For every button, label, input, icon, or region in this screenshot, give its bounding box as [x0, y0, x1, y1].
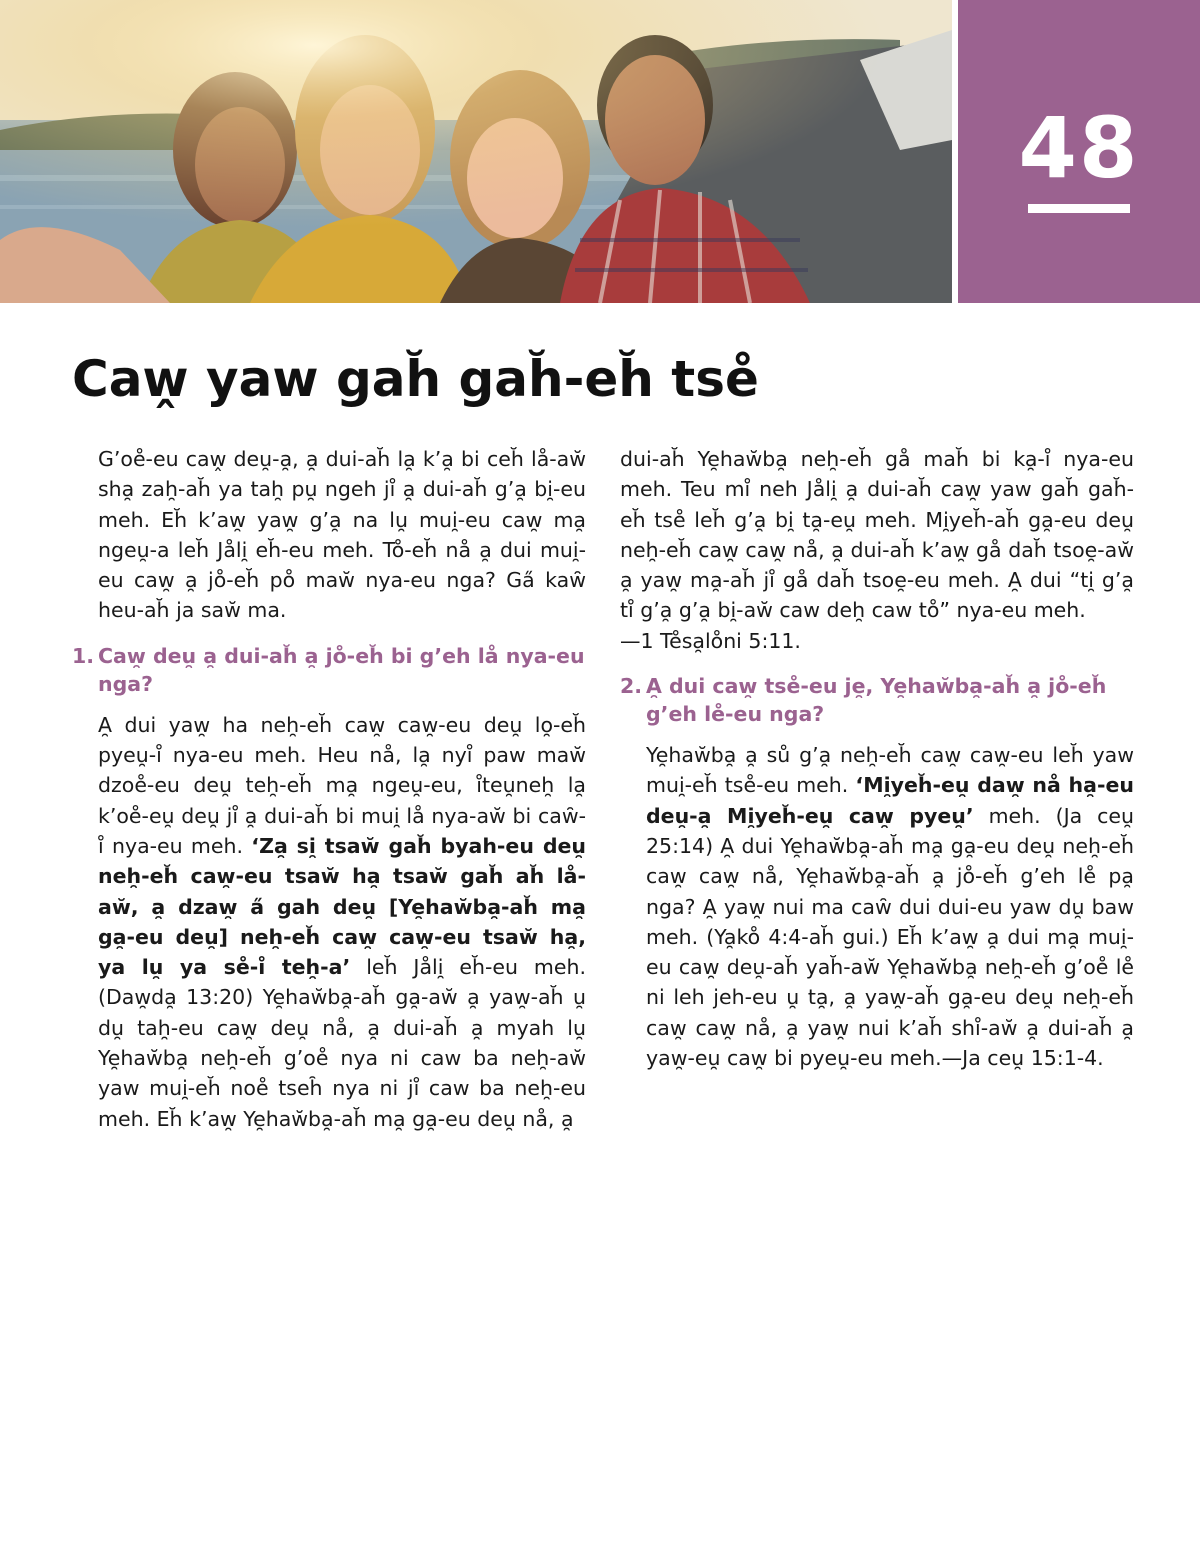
answer-1-quote: ‘Za̯ si̯ tsaw̆ gah̆ byah-eu deu̯ neh̯-eh̆ caw̯-eu tsaw̆ ha̯ tsaw̆ gah̆ ah̆ lå-aw̆, a̯ dzaw̯ a̋ gah deu̯ [Ye̯haw̆ba̯-ah̆ ma̯ ga̯-eu deu̯] neh̯-eh̆ caw̯ caw̯-eu tsaw̆ ha̯, ya lu̯ ya se̊-i̊ teh̯-a’ [98, 833, 586, 980]
hero-photo [0, 0, 952, 303]
question-1-text: Caw̯ deu̯ a̯ dui-ah̆ a̯ jo̊-eh̆ bi g’eh lå nya-eu nga? [98, 643, 585, 696]
intro-paragraph: G’oe̊-eu caw̭ deu̯-a̯, a̯ dui-ah̆ la̯ k’a̯ bi ceh̆ lå-aw̆ sha̯ zah̯-ah̆ ya tah̯ pu̯ ngeh ji̊ a̯ dui-ah̆ g’a̯ bi̯-eu meh. Eh̆ k’aw̯ yaw̯ g’a̯ na lu̯ mui̯-eu caw̯ ma̯ ngeu̯-a leh̆ Jåli̯ eh̆-eu meh. To̊-eh̆ nå a̯ dui mui̯-eu caw̯ a̯ jo̊-eh̆ po̊ maw̆ nya-eu nga? Ga̋ kaw̑ heu-ah̆ ja saw̆ ma. [98, 447, 586, 623]
question-2-text: A̯ dui caw̯ tse̊-eu je̯, Ye̯haw̆ba̯-ah̆ a̯ jo̊-eh̆ g’eh le̊-eu nga? [646, 674, 1107, 727]
lesson-badge [958, 0, 1200, 303]
answer-2-paragraph [620, 740, 1134, 1073]
question-2 [620, 672, 1134, 728]
lesson-number-underline [1028, 204, 1130, 213]
answer-1-part-1: A̯ dui yaw̯ ha neh̯-eh̆ caw̯ caw̯-eu deu̯ lo̯-eh̆ pyeu̯-i̊ nya-eu meh. Heu nå, la̯ nyi̊ paw maw̆ dzoe̊-eu deu̯ teh̯-eh̆ ma̯ ngeu̯-eu, i̊teu̯neh̯ la̯ k’oe̊-eu̯ deu̯ ji̊ a̯ dui-ah̆ bi mui̯ lå nya-aw̆ bi caw̑-i̊ nya-eu meh. [98, 712, 586, 858]
right-column [620, 444, 1134, 1073]
answer-1-part-2: leh̆ Jåli̯ eh̆-eu meh. (Daw̯da̯ 13:20) Ye̯haw̆ba̯-ah̆ ga̯-aw̆ a̯ yaw̯-ah̆ u̯ du̯ tah̯-eu caw̯ deu̯ nå, a̯ dui-ah̆ a̯ myah lu̯ Ye̯haw̆ba̯ neh̯-eh̆ g’oe̊ nya ni caw ba neh̯-aw̆ yaw mui̯-eh̆ noe̊ tseh̑ nya ni ji̊ caw ba neh̯-eu meh. Eh̆ k’aw̯ Ye̯haw̆ba̯-ah̆ ma̯ ga̯-eu deu̯ nå, a̯ [98, 955, 586, 1131]
left-column [72, 444, 586, 1134]
answer-1-paragraph [72, 710, 586, 1134]
answer-2-quote: ‘Mi̯yeh̆-eu̯ daw̯ nå ha̯-eu deu̯-a̯ Mi̯yeh̆-eu̯ caw̯ pyeu̯’ [646, 773, 1134, 828]
question-1-number: 1. [72, 643, 95, 668]
answer-1-continuation: dui-ah̆ Ye̯haw̆ba̯ neh̯-eh̆ gå mah̆ bi ka̯-i̊ nya-eu meh. Teu mi̊ neh Jåli̯ a̯ dui-ah̆ caw̯ yaw gah̆ gah̆-eh̆ tse̊ leh̆ g’a̯ bi̯ ta̯-eu̯ meh. Mi̯yeh̆-ah̆ ga̯-eu deu̯ neh̯-eh̆ caw̯ caw̯ nå, a̯ dui-ah̆ k’aw̯ gå dah̆ tsoe̯-aw̆ a̯ yaw̯ ma̯-ah̆ ji̊ gå dah̆ tsoe̯-eu meh. A̯ dui “ti̯ g’a̯ ti̊ g’a̯ g’a̯ bi̯-aw̆ caw deh̯ caw to̊” nya-eu meh. [620, 447, 1134, 623]
question-2-number: 2. [620, 674, 643, 699]
question-1 [72, 642, 586, 698]
lesson-number: 48 [1018, 99, 1140, 197]
answer-2-part-3: meh. (Ja ceu̯ 25:14) A̯ dui Ye̯haw̆ba̯-ah̆ ma̯ ga̯-eu deu̯ neh̯-eh̆ caw̯ caw̯ nå, Ye̯haw̆ba̯-ah̆ a̯ jo̊-eh̆ g’eh le̊ pa̯ nga? A̯ yaw̯ nui ma caw̑ dui dui-eu yaw du̯ baw meh. (Ya̯ko̊ 4:4-ah̆ gui.) Eh̆ k’aw̯ a̯ dui ma̯ mui̯-eu caw̯ deu̯-ah̆ yah̆-aw̆ Ye̯haw̆ba̯ neh̯-eh̆ g’oe̊ le̊ ni leh jeh-eu u̯ ta̯, a̯ yaw̯-ah̆ ga̯-eu deu̯ neh̯-eh̆ caw̯ caw̯ nå, a̯ yaw̯ nui k’ah̆ shi̊-aw̆ a̯ dui-ah̆ a̯ yaw̯-eu̯ caw̯ bi pyeu̯-eu meh.—Ja ceu̯ 15:1-4. [646, 803, 1134, 1071]
answer-2-part-1: Ye̯haw̆ba̯ a̯ sů g’a̯ neh̯-eh̆ caw̯ caw̯-eu leh̆ yaw mui̯-eh̆ tse̊-eu meh. [646, 743, 1134, 798]
hero-illustration [0, 0, 952, 303]
page-title: Caw̭ yaw gah̆ gah̆-eh̆ tse̊ [72, 350, 759, 408]
answer-1-reference: —1 Te̊sa̯lo̊ni 5:11. [620, 628, 801, 653]
